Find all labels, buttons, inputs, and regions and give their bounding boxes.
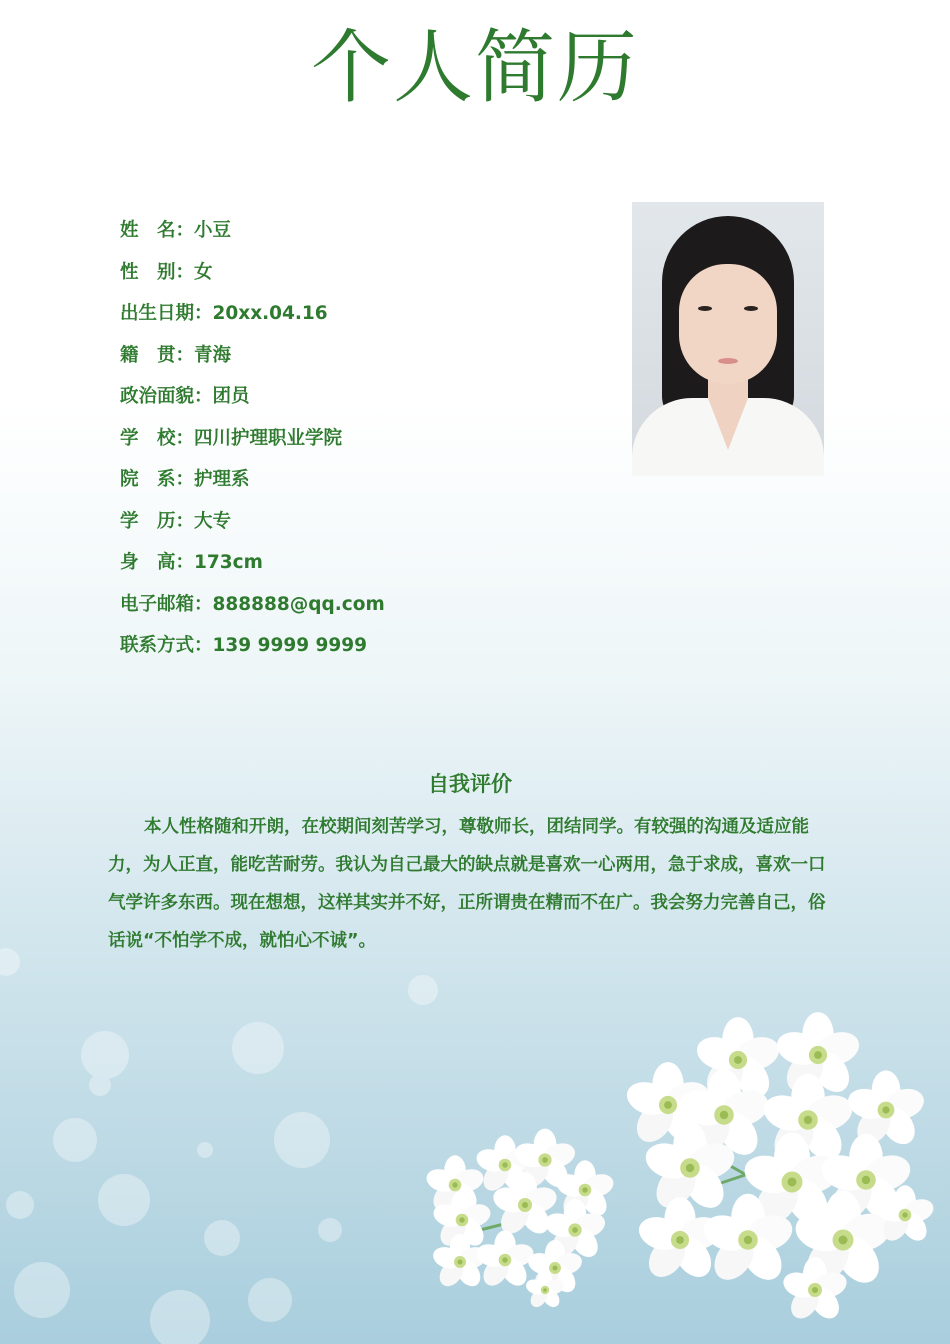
info-value: 139 9999 9999: [212, 635, 367, 656]
photo-face: [679, 264, 777, 384]
info-value: 四川护理职业学院: [194, 427, 343, 449]
info-label: 院 系：: [120, 469, 195, 490]
info-row-department: [120, 462, 385, 504]
info-value: 青海: [194, 344, 232, 366]
info-value: 888888@qq.com: [212, 593, 385, 615]
info-value: 大专: [194, 510, 232, 532]
profile-photo: [632, 202, 824, 476]
info-label: 联系方式：: [120, 635, 213, 656]
info-label: 姓 名：: [120, 220, 195, 241]
info-label: 学 校：: [120, 427, 195, 449]
info-value: 女: [194, 261, 213, 283]
photo-vneck: [708, 398, 748, 450]
self-evaluation-heading: 自我评价: [428, 772, 512, 796]
info-row-gender: [120, 255, 385, 297]
info-row-height: [120, 545, 385, 587]
info-row-birthdate: [120, 296, 385, 338]
info-row-email: [120, 587, 385, 629]
info-label: 出生日期：: [120, 303, 213, 324]
info-value: 团员: [212, 386, 250, 407]
info-value: 护理系: [194, 469, 250, 490]
info-row-phone: [120, 628, 385, 670]
info-value: 173cm: [194, 552, 263, 573]
info-label: 电子邮箱：: [120, 593, 213, 615]
info-label: 性 别：: [120, 261, 195, 283]
info-row-political-status: [120, 379, 385, 421]
info-row-hometown: [120, 338, 385, 380]
personal-info: [120, 213, 385, 670]
photo-eye: [698, 306, 712, 311]
info-label: 学 历：: [120, 510, 195, 532]
photo-eye: [744, 306, 758, 311]
photo-mouth: [718, 358, 738, 364]
info-row-name: [120, 213, 385, 255]
info-value: 20xx.04.16: [212, 303, 328, 324]
page-title: 个人简历: [311, 21, 639, 114]
info-row-school: [120, 421, 385, 463]
self-evaluation-text: 本人性格随和开朗，在校期间刻苦学习，尊敬师长，团结同学。有较强的沟通及适应能力，为人正直，能吃苦耐劳。我认为自己最大的缺点就是喜欢一心两用，急于求成，喜欢一口气学许多东西。现在想想，这样其实并不好，正所谓贵在精而不在广。我会努力完善自己，俗话说“不怕学不成，就怕心不诚”。: [108, 817, 826, 951]
info-label: 身 高：: [120, 552, 195, 573]
info-value: 小豆: [194, 220, 232, 241]
info-label: 政治面貌：: [120, 386, 213, 407]
info-label: 籍 贯：: [120, 344, 195, 366]
info-row-education: [120, 504, 385, 546]
